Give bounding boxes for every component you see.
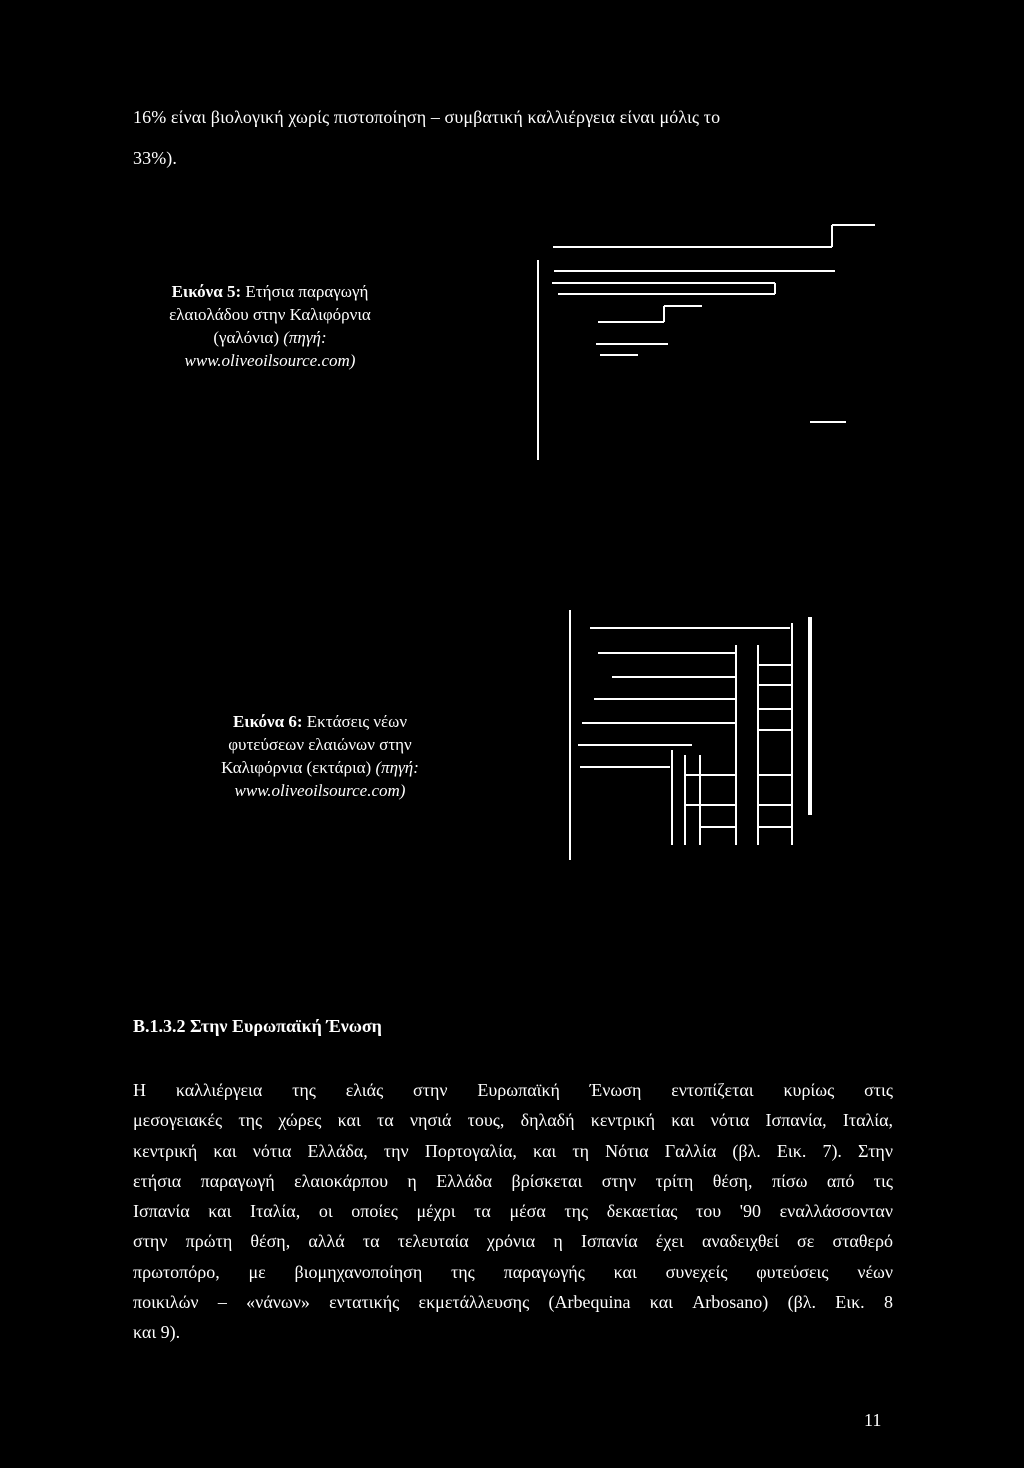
figure6-caption-line1: Εκτάσεις νέων — [306, 712, 408, 731]
page-number: 11 — [864, 1410, 882, 1430]
figure5-caption-line3b: (πηγή: — [283, 328, 327, 347]
figure5-source: www.oliveoilsource.com) — [184, 351, 356, 370]
section-heading: B.1.3.2 Στην Ευρωπαϊκή Ένωση — [133, 1016, 382, 1036]
paragraph-line: ετήσια παραγωγή ελαιοκάρπου η Ελλάδα βρίσκεται στην τρίτη θέση, πίσω από τις — [133, 1170, 893, 1191]
figure5-caption-line2: ελαιολάδου στην Καλιφόρνια — [169, 305, 371, 324]
intro-line-1: 16% είναι βιολογική χωρίς πιστοποίηση – συμβατική καλλιέργεια είναι μόλις το — [133, 107, 721, 127]
figure5-image — [530, 210, 880, 470]
intro-line-2: 33%). — [133, 148, 177, 168]
figure6-caption-line3a: Καλιφόρνια (εκτάρια) — [221, 758, 376, 777]
figure5-label: Εικόνα 5: — [171, 282, 242, 301]
paragraph-line: Ισπανία και Ιταλία, οι οποίες μέχρι τα μέσα της δεκαετίας του '90 εναλλάσσονταν — [133, 1201, 893, 1222]
paragraph-line: μεσογειακές της χώρες και τα νησιά τους, δηλαδή κεντρική και νότια Ισπανία, Ιταλία, — [133, 1110, 893, 1131]
figure5-caption — [120, 280, 420, 372]
figure6-caption-line3b: (πηγή: — [375, 758, 419, 777]
figure6-image — [560, 605, 830, 865]
figure6-source: www.oliveoilsource.com) — [234, 781, 406, 800]
paragraph-line: και 9). — [133, 1322, 181, 1343]
paragraph-line: Η καλλιέργεια της ελιάς στην Ευρωπαϊκή Ένωση εντοπίζεται κυρίως στις — [133, 1080, 893, 1100]
figure5-caption-line3a: (γαλόνια) — [213, 328, 284, 347]
figure6-caption-line2: φυτεύσεων ελαιώνων στην — [228, 735, 412, 754]
paragraph-line: πρωτοπόρο, με βιομηχανοποίηση της παραγωγής και συνεχείς φυτεύσεις νέων — [133, 1261, 893, 1282]
section-paragraph — [133, 1075, 893, 1348]
figure6-label: Εικόνα 6: — [232, 712, 303, 731]
figure5-caption-line1: Ετήσια παραγωγή — [245, 282, 369, 301]
paragraph-line: ποικιλών – «νάνων» εντατικής εκμετάλλευσης (Arbequina και Arbosano) (βλ. Εικ. 8 — [133, 1292, 893, 1313]
paragraph-line: στην πρώτη θέση, αλλά τα τελευταία χρόνια η Ισπανία έχει αναδειχθεί σε σταθερό — [133, 1231, 893, 1252]
figure6-caption — [170, 710, 470, 802]
paragraph-line: κεντρική και νότια Ελλάδα, την Πορτογαλία, και τη Νότια Γαλλία (βλ. Εικ. 7). Στην — [133, 1140, 893, 1161]
